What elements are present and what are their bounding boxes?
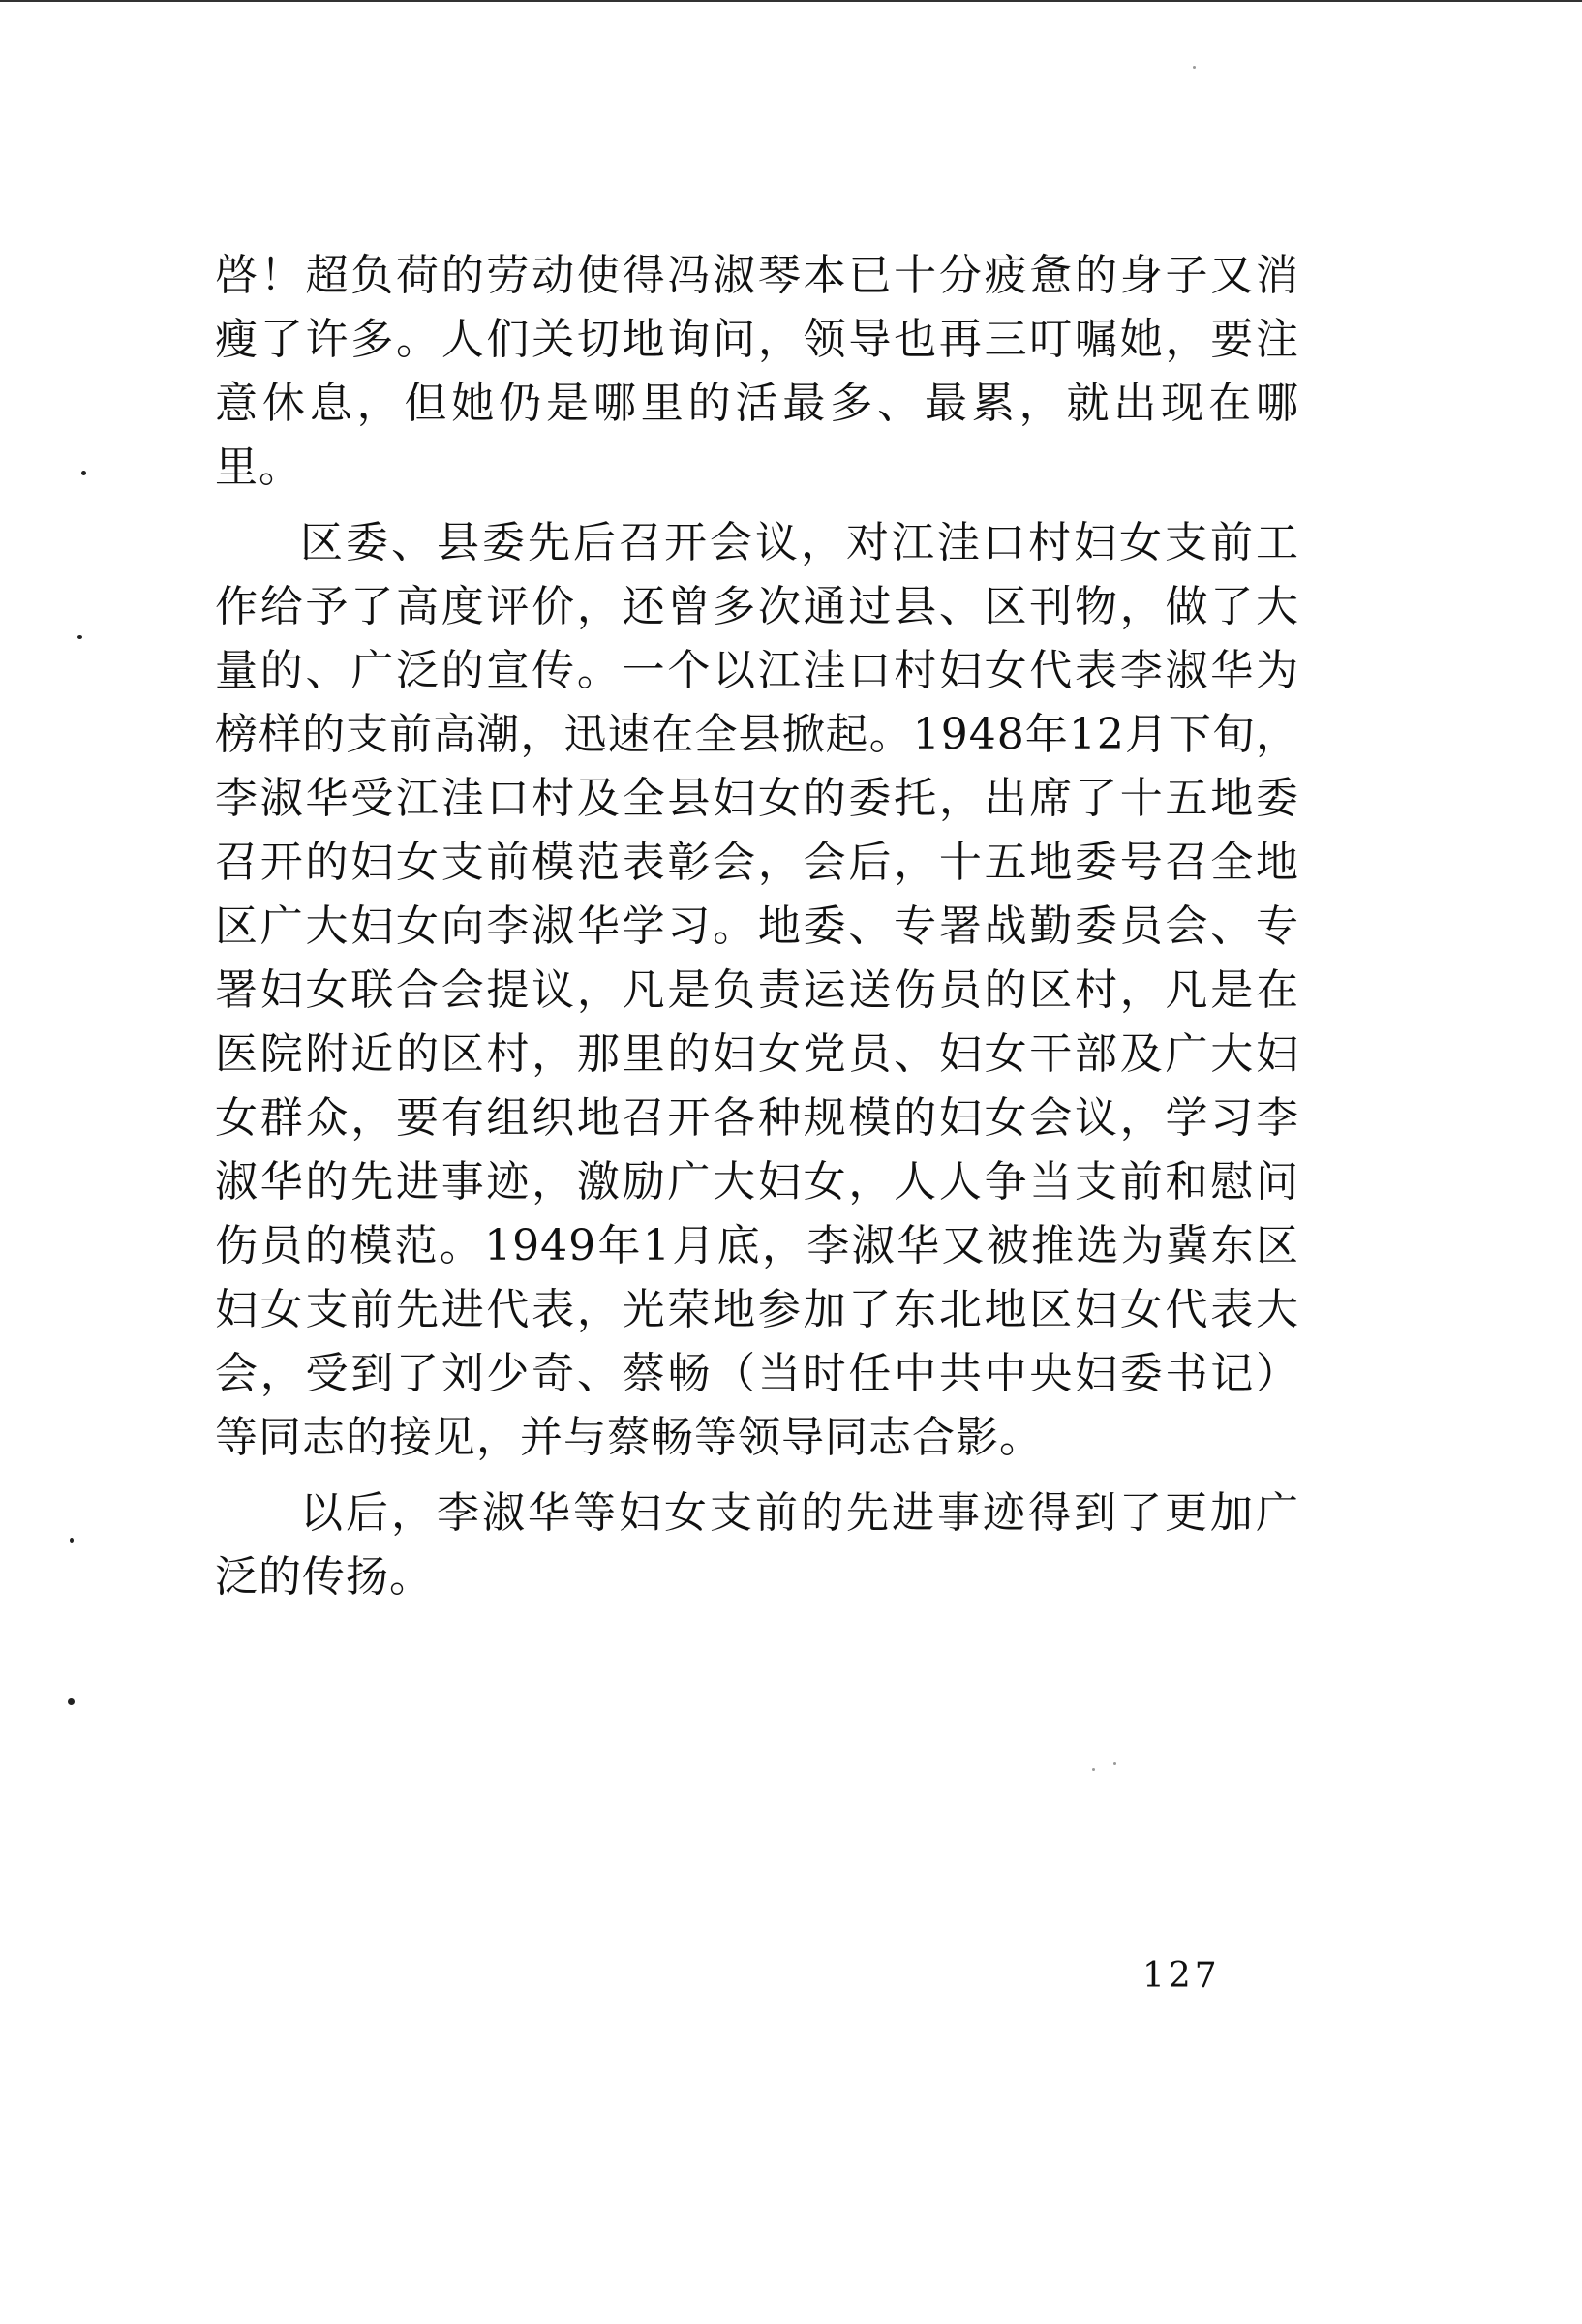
scan-speck	[1113, 1762, 1116, 1765]
scan-speck	[81, 471, 86, 475]
paragraph-2: 区委、县委先后召开会议，对江洼口村妇女支前工作给予了高度评价，还曾多次通过县、区刊物，做了大量的、广泛的宣传。一个以江洼口村妇女代表李淑华为榜样的支前高潮，迅速在全县掀起。1948年12月下旬，李淑华受江洼口村及全县妇女的委托，出席了十五地委召开的妇女支前模范表彰会，会后，十五地委号召全地区广大妇女向李淑华学习。地委、专署战勤委员会、专署妇女联合会提议，凡是负责运送伤员的区村，凡是在医院附近的区村，那里的妇女党员、妇女干部及广大妇女群众，要有组织地召开各种规模的妇女会议，学习李淑华的先进事迹，激励广大妇女，人人争当支前和慰问伤员的模范。1949年1月底，李淑华又被推选为冀东区妇女支前先进代表，光荣地参加了东北地区妇女代表大会，受到了刘少奇、蔡畅（当时任中共中央妇委书记）等同志的接见，并与蔡畅等领导同志合影。	[215, 518, 1299, 1462]
scan-speck	[1092, 1768, 1095, 1771]
paragraph-3: 以后，李淑华等妇女支前的先进事迹得到了更加广泛的传扬。	[215, 1488, 1299, 1602]
page-top-edge	[0, 0, 1582, 2]
paragraph-1: 啓！超负荷的劳动使得冯淑琴本已十分疲惫的身子又消瘦了许多。人们关切地询问，领导也再三叮嘱她，要注意休息，但她仍是哪里的活最多、最累，就出现在哪里。	[215, 251, 1299, 492]
scan-speck	[70, 1538, 74, 1543]
scan-speck	[1193, 66, 1196, 69]
page-body-text	[215, 244, 1299, 1609]
scan-speck	[68, 1698, 75, 1705]
scan-speck	[77, 635, 82, 639]
page-number: 127	[1142, 1956, 1221, 1996]
